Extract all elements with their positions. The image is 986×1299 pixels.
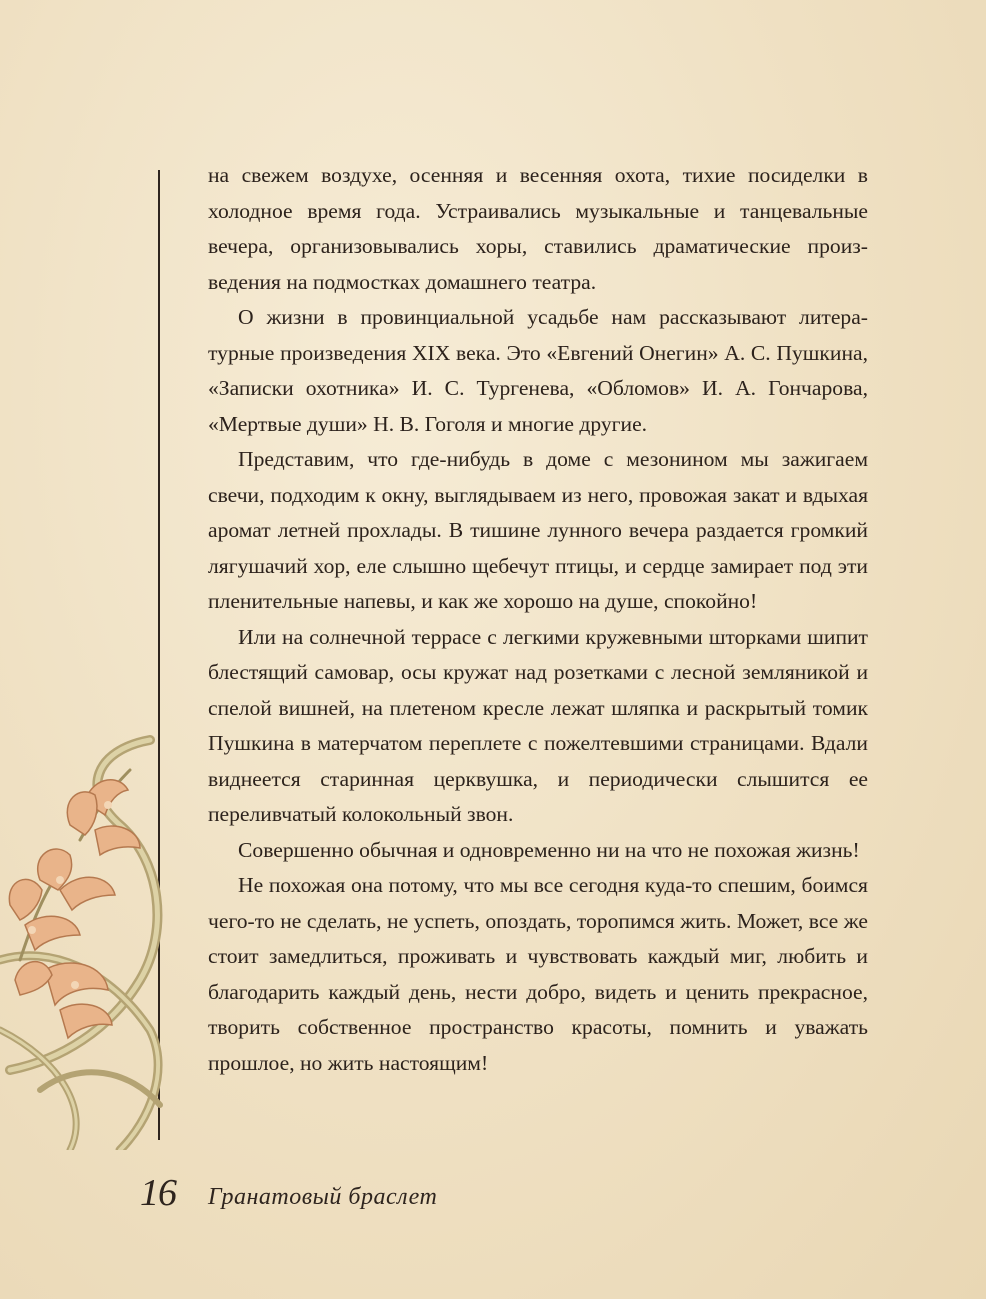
page-number: 16 <box>140 1172 176 1214</box>
paragraph: Или на солнечной террасе с легкими кружевными шторками шипит блестящий самовар, осы кружат над розетками с лесной земляникой и спелой вишней, на плетеном кресле лежат шляпка и раскрытый томик Пушкина в матерчатом переплете с пожелтевшими страницами. Вдали виднеется старинная церквушка, и периодически слышится ее переливчатый колокольный звон. <box>208 624 868 826</box>
running-title: Гранатовый браслет <box>208 1184 438 1210</box>
body-text <box>208 158 868 1081</box>
paragraph: Совершенно обычная и одновременно ни на что не похожая жизнь! <box>238 837 860 862</box>
paragraph: на свежем воздухе, осенняя и весенняя охота, тихие посиделки в холодное время года. Устраивались музыкальные и танцевальные вечера, организовывались хоры, ставились драматические произведения на подмостках домашнего театра. <box>208 163 868 294</box>
floral-ornament-icon <box>0 730 200 1150</box>
paragraph: Не похожая она потому, что мы все сегодня куда-то спешим, боимся чего-то не сделать, не успеть, опоздать, торопимся жить. Может, все же стоит замедлиться, проживать и чувствовать каждый миг, любить и благодарить каждый день, нести добро, видеть и ценить прекрасное, творить собственное пространство красоты, помнить и уважать прошлое, но жить настоящим! <box>208 873 868 1075</box>
paragraph: О жизни в провинциальной усадьбе нам рассказывают литературные произведения XIX века. Это «Евгений Онегин» А. С. Пушкина, «Записки охотника» И. С. Тургенева, «Обломов» И. А. Гончарова, «Мертвые души» Н. В. Гоголя и многие другие. <box>208 305 868 436</box>
paragraph: Представим, что где-нибудь в доме с мезонином мы зажигаем свечи, подходим к окну, выглядываем из него, провожая закат и вдыхая аромат летней прохлады. В тишине лунного вечера раздается громкий лягушачий хор, еле слышно щебечут птицы, и сердце замирает под эти пленительные напевы, и как же хорошо на душе, спокойно! <box>208 447 868 613</box>
